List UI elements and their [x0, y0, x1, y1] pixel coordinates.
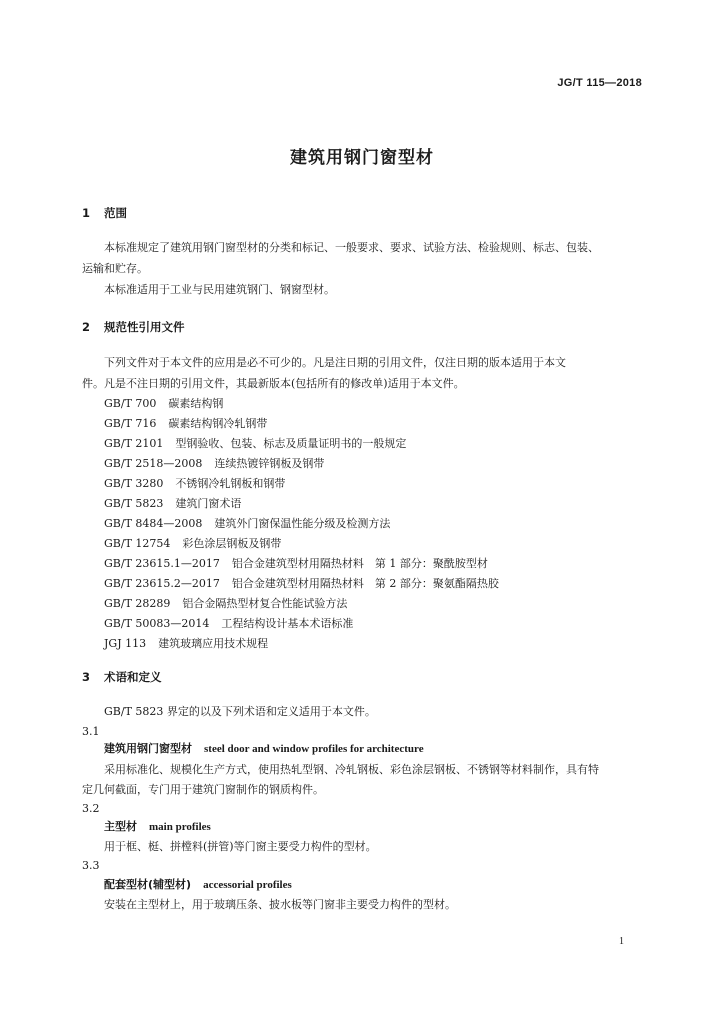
term-number: 3.1: [82, 725, 100, 738]
reference-item: [104, 397, 223, 411]
paragraph-line: 本标准适用于工业与民用建筑钢门、钢窗型材。: [104, 283, 335, 296]
page-number: 1: [619, 936, 624, 947]
reference-name: 铝合金建筑型材用隔热材料 第 2 部分：聚氨酯隔热胶: [231, 577, 499, 590]
reference-item: [104, 617, 353, 631]
reference-name: 建筑外门窗保温性能分级及检测方法: [214, 517, 391, 530]
term-cn: 配套型材(辅型材): [104, 878, 192, 891]
reference-code: GB/T 23615.1—2017: [104, 557, 220, 570]
reference-name: 碳素结构钢冷轧钢带: [168, 417, 268, 430]
reference-item: [104, 517, 390, 531]
reference-name: 铝合金建筑型材用隔热材料 第 1 部分：聚酰胺型材: [231, 557, 488, 570]
term-cn: 建筑用钢门窗型材: [104, 742, 192, 755]
reference-item: [104, 537, 281, 551]
reference-name: 工程结构设计基本术语标准: [221, 617, 354, 630]
reference-code: GB/T 700: [104, 397, 157, 410]
paragraph-line: 本标准规定了建筑用钢门窗型材的分类和标记、一般要求、要求、试验方法、检验规则、标志、包装、: [104, 241, 599, 254]
section-2-heading: [82, 319, 185, 335]
section-number: 3: [82, 670, 91, 684]
reference-name: 不锈钢冷轧钢板和钢带: [175, 477, 286, 490]
section-number: 2: [82, 320, 91, 334]
paragraph-line: 件。凡是不注日期的引用文件，其最新版本(包括所有的修改单)适用于本文件。: [82, 377, 465, 390]
reference-item: [104, 477, 285, 491]
reference-item: [104, 637, 268, 651]
reference-code: GB/T 5823: [104, 497, 164, 510]
section-title: 规范性引用文件: [104, 320, 185, 334]
reference-name: 铝合金隔热型材复合性能试验方法: [182, 597, 348, 610]
paragraph-line: 运输和贮存。: [82, 262, 148, 275]
reference-name: 建筑玻璃应用技术规程: [158, 637, 269, 650]
reference-code: GB/T 8484—2008: [104, 517, 203, 530]
reference-code: GB/T 2518—2008: [104, 457, 203, 470]
reference-name: 彩色涂层钢板及钢带: [182, 537, 282, 550]
reference-item: [104, 417, 267, 431]
reference-item: [104, 497, 241, 511]
reference-name: 碳素结构钢: [168, 397, 224, 410]
reference-code: JGJ 113: [104, 637, 147, 650]
term-number: 3.3: [82, 859, 100, 872]
paragraph-line: GB/T 5823 界定的以及下列术语和定义适用于本文件。: [104, 705, 376, 718]
reference-item: [104, 437, 406, 451]
term-cn: 主型材: [104, 820, 137, 833]
reference-name: 连续热镀锌钢板及钢带: [214, 457, 325, 470]
term-en: main profiles: [149, 821, 211, 833]
reference-item: [104, 577, 499, 591]
reference-code: GB/T 2101: [104, 437, 164, 450]
reference-code: GB/T 12754: [104, 537, 171, 550]
term-definition-line: 安装在主型材上，用于玻璃压条、披水板等门窗非主要受力构件的型材。: [104, 898, 456, 911]
term-heading: [104, 820, 211, 834]
term-en: accessorial profiles: [203, 879, 292, 891]
reference-item: [104, 557, 488, 571]
reference-item: [104, 457, 324, 471]
reference-code: GB/T 716: [104, 417, 157, 430]
section-1-heading: [82, 205, 127, 221]
reference-code: GB/T 3280: [104, 477, 164, 490]
reference-code: GB/T 50083—2014: [104, 617, 210, 630]
reference-item: [104, 597, 347, 611]
term-definition-line: 定几何截面，专门用于建筑门窗制作的钢质构件。: [82, 783, 324, 796]
reference-name: 建筑门窗术语: [175, 497, 242, 510]
term-heading: [104, 742, 424, 756]
term-definition-line: 用于框、梃、拼樘料(拼管)等门窗主要受力构件的型材。: [104, 840, 377, 853]
term-number: 3.2: [82, 802, 100, 815]
section-3-heading: [82, 669, 162, 685]
reference-code: GB/T 23615.2—2017: [104, 577, 220, 590]
reference-name: 型钢验收、包装、标志及质量证明书的一般规定: [175, 437, 407, 450]
section-title: 术语和定义: [104, 670, 162, 684]
paragraph-line: 下列文件对于本文件的应用是必不可少的。凡是注日期的引用文件，仅注日期的版本适用于本文: [104, 356, 566, 369]
section-number: 1: [82, 206, 91, 220]
document-title: 建筑用钢门窗型材: [290, 148, 434, 168]
term-en: steel door and window profiles for architecture: [204, 743, 424, 755]
reference-code: GB/T 28289: [104, 597, 171, 610]
term-heading: [104, 878, 292, 892]
section-title: 范围: [104, 206, 127, 220]
standard-code: JG/T 115—2018: [557, 77, 642, 89]
term-definition-line: 采用标准化、规模化生产方式，使用热轧型钢、冷轧钢板、彩色涂层钢板、不锈钢等材料制作，具有特: [104, 763, 599, 776]
